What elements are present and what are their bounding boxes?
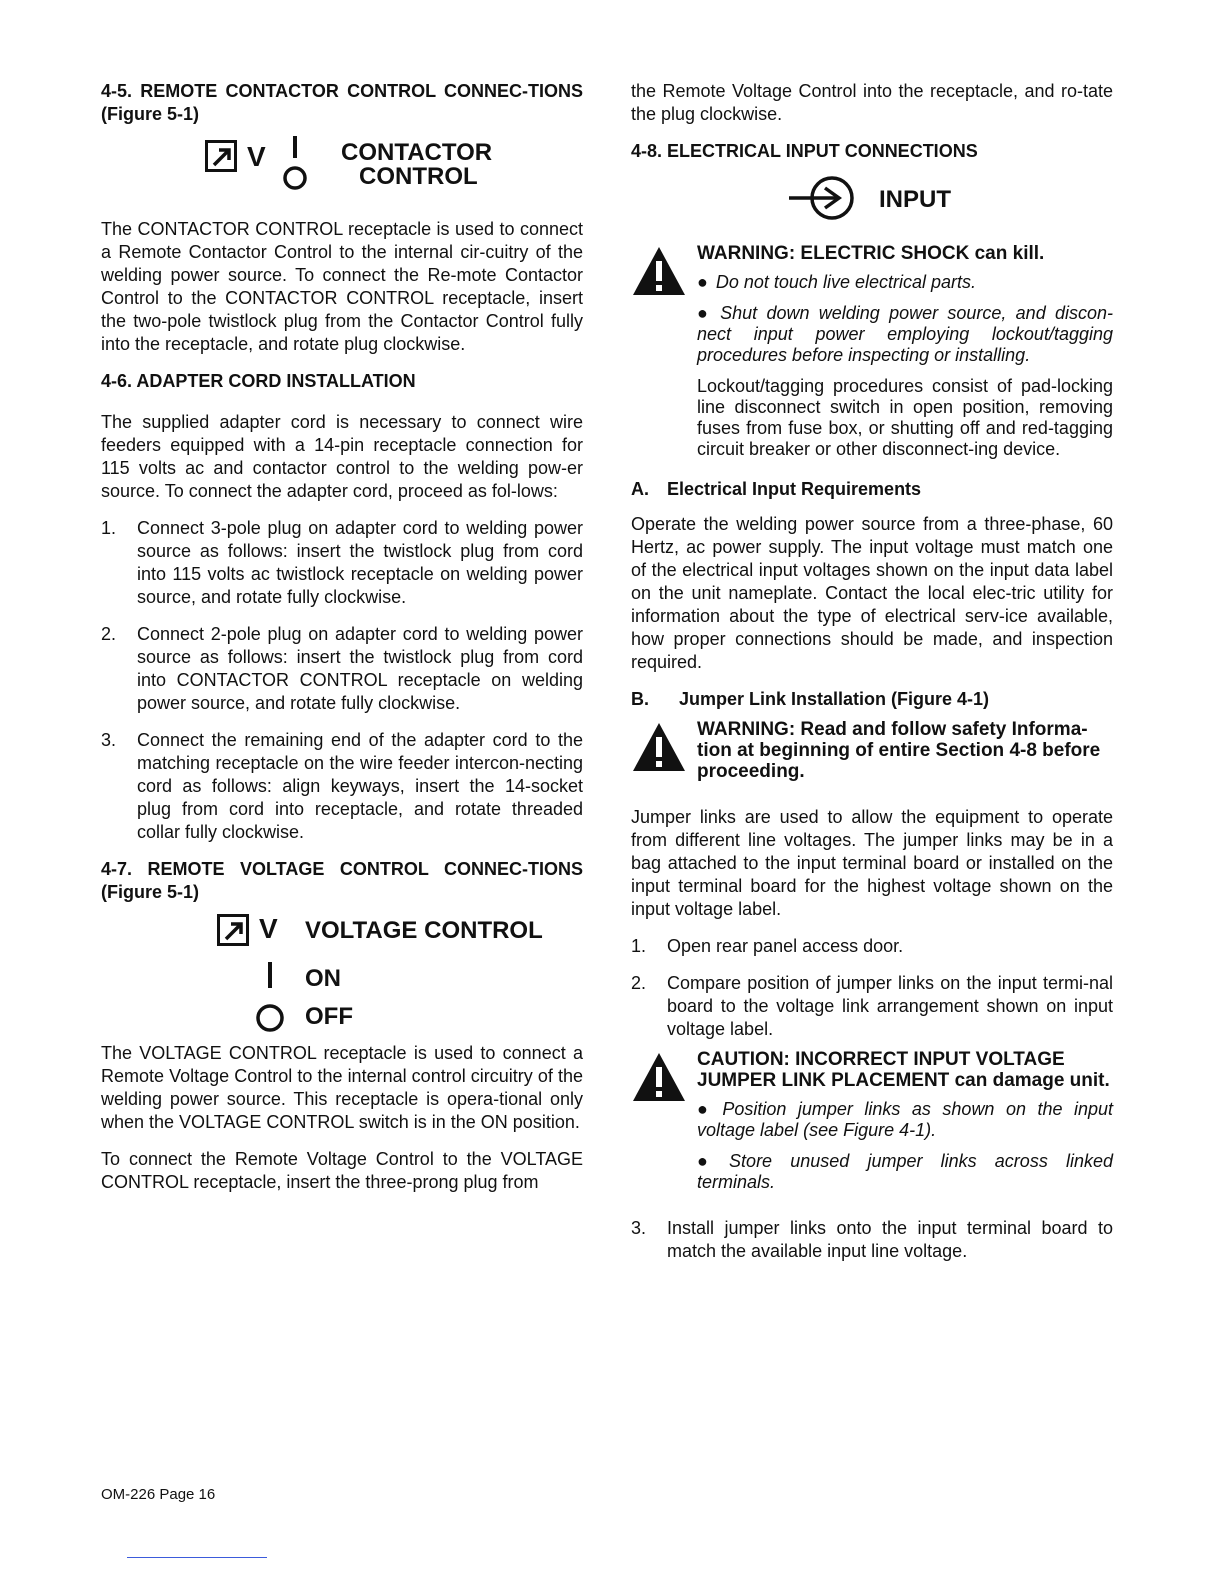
section-b-title: Jumper Link Installation (Figure 4-1) xyxy=(679,689,990,709)
right-column xyxy=(631,80,1113,1263)
safety-warning xyxy=(631,719,1113,782)
warning-title: WARNING: Read and follow safety Informa-tion at beginning of entire Section 4-8 before proceeding. xyxy=(697,719,1101,782)
list-item xyxy=(631,1217,1113,1263)
contactor-label-line1: CONTACTOR xyxy=(341,139,493,166)
section-4-8-heading: 4-8. ELECTRICAL INPUT CONNECTIONS xyxy=(631,141,978,161)
step-number: 2. xyxy=(631,973,647,993)
step-number: 1. xyxy=(101,518,117,538)
step-text: Connect 2-pole plug on adapter cord to welding power source as follows: insert the twistlock plug from cord into CONTACTOR CONTROL receptacle on welding power source, and rotate fully clockwise. xyxy=(137,624,583,713)
page-footer: OM-226 Page 16 xyxy=(101,1486,216,1503)
section-4-6-heading: 4-6. ADAPTER CORD INSTALLATION xyxy=(101,371,416,391)
warning-triangle-icon xyxy=(631,245,687,297)
section-a-heading xyxy=(631,478,1113,501)
step-number: 2. xyxy=(101,624,117,644)
step-text: Compare position of jumper links on the input termi-nal board to the voltage link arrangement shown on input voltage label. xyxy=(667,973,1113,1039)
section-b-letter: B. xyxy=(631,689,649,709)
adapter-steps-list xyxy=(101,517,583,844)
left-column xyxy=(101,80,583,1194)
input-arrow-icon xyxy=(787,173,857,223)
section-a-title: Electrical Input Requirements xyxy=(667,479,922,499)
electric-shock-warning xyxy=(631,243,1113,460)
section-4-7-body-2: To connect the Remote Voltage Control to the VOLTAGE CONTROL receptacle, insert the three-prong plug from xyxy=(101,1149,583,1192)
caution-triangle-icon xyxy=(631,1051,687,1103)
section-4-6-body: The supplied adapter cord is necessary to connect wire feeders equipped with a 14-pin receptacle connection for 115 volts ac and contactor control to the welding pow-er source. To connect the adapter cord, proceed as fol-lows: xyxy=(101,412,583,501)
input-label: INPUT xyxy=(879,186,951,213)
list-item xyxy=(101,517,583,609)
step-text: Install jumper links onto the input terminal board to match the available input line voltage. xyxy=(667,1218,1113,1261)
section-4-5-body: The CONTACTOR CONTROL receptacle is used to connect a Remote Contactor Control to the internal cir-cuitry of the welding power source. To connect the Re-mote Contactor Control to the CONTACTOR CONTROL receptacle, insert the two-pole twistlock plug from the Contactor Control fully into the receptacle, and rotate plug clockwise. xyxy=(101,219,583,354)
voltage-v-symbol: V xyxy=(259,913,278,944)
step-number: 1. xyxy=(631,936,647,956)
on-off-icon xyxy=(282,134,308,192)
voltage-control-symbol xyxy=(101,904,583,1042)
off-label: OFF xyxy=(305,1003,353,1030)
section-4-7-body-1: The VOLTAGE CONTROL receptacle is used to connect a Remote Voltage Control to the internal control circuitry of the welding power source. This receptacle is opera-tional only when the VOLTAGE CONTROL switch is in the ON position. xyxy=(101,1043,583,1132)
list-item xyxy=(101,729,583,844)
remote-arrow-box-icon xyxy=(217,914,249,946)
list-item xyxy=(631,935,1113,958)
caution-item: ● Store unused jumper links across linked terminals. xyxy=(697,1151,1114,1192)
input-symbol xyxy=(631,163,1113,243)
step-text: Connect 3-pole plug on adapter cord to welding power source as follows: insert the twistlock plug from cord into 115 volts ac twistlock receptacle on welding power source, and rotate fully clockwise. xyxy=(137,518,583,607)
step-text: Open rear panel access door. xyxy=(667,936,904,956)
caution-title: CAUTION: INCORRECT INPUT VOLTAGE JUMPER LINK PLACEMENT can damage unit. xyxy=(697,1049,1110,1091)
footer-rule xyxy=(127,1557,267,1558)
on-off-icon xyxy=(255,960,285,1036)
step-text: Connect the remaining end of the adapter cord to the matching receptacle on the wire feeder intercon-necting cord as follows: align keyways, insert the 14-socket plug from cord into receptacle, and rotate threaded collar fully clockwise. xyxy=(137,730,583,842)
list-item xyxy=(631,972,1113,1041)
on-label: ON xyxy=(305,965,341,992)
contactor-v-symbol: V xyxy=(247,141,266,172)
section-a-body: Operate the welding power source from a three-phase, 60 Hertz, ac power supply. The input voltage must match one of the electrical input voltages shown on the input data label on the unit nameplate. Contact the local elec-tric utility for information about the type of electrical serv-ice available, how proper connections should be made, and inspection required. xyxy=(631,514,1113,672)
jumper-steps-list-continued xyxy=(631,1217,1113,1263)
contactor-label-line2: CONTROL xyxy=(359,163,478,190)
section-a-letter: A. xyxy=(631,479,649,499)
continued-text: the Remote Voltage Control into the receptacle, and ro-tate the plug clockwise. xyxy=(631,81,1113,124)
warning-title: WARNING: ELECTRIC SHOCK can kill. xyxy=(697,243,1045,264)
caution-block xyxy=(631,1049,1113,1193)
caution-item: ● Position jumper links as shown on the input voltage label (see Figure 4-1). xyxy=(697,1099,1113,1140)
remote-arrow-box-icon xyxy=(205,140,237,172)
warning-body: Lockout/tagging procedures consist of pad-locking line disconnect switch in open position, removing fuses from fuse box, or shutting off and red-tagging circuit breaker or other disconnect-ing device. xyxy=(697,376,1113,459)
voltage-control-label: VOLTAGE CONTROL xyxy=(305,917,543,944)
jumper-steps-list xyxy=(631,935,1113,1041)
section-b-body: Jumper links are used to allow the equipment to operate from different line voltages. The jumper links may be in a bag attached to the input terminal board or installed on the input terminal board for the highest voltage shown on the input voltage label. xyxy=(631,807,1113,919)
contactor-control-symbol xyxy=(101,126,583,218)
warning-item: ● Shut down welding power source, and discon-nect input power employing lockout/tagging procedures before inspecting or installing. xyxy=(697,303,1114,365)
section-4-5-heading: 4-5. REMOTE CONTACTOR CONTROL CONNEC-TIONS (Figure 5-1) xyxy=(101,81,583,124)
step-number: 3. xyxy=(631,1218,647,1238)
step-number: 3. xyxy=(101,730,117,750)
warning-triangle-icon xyxy=(631,721,687,773)
warning-item: ● Do not touch live electrical parts. xyxy=(697,272,976,292)
list-item xyxy=(101,623,583,715)
section-4-7-heading: 4-7. REMOTE VOLTAGE CONTROL CONNEC-TIONS (Figure 5-1) xyxy=(101,859,583,902)
section-b-heading xyxy=(631,688,1113,711)
